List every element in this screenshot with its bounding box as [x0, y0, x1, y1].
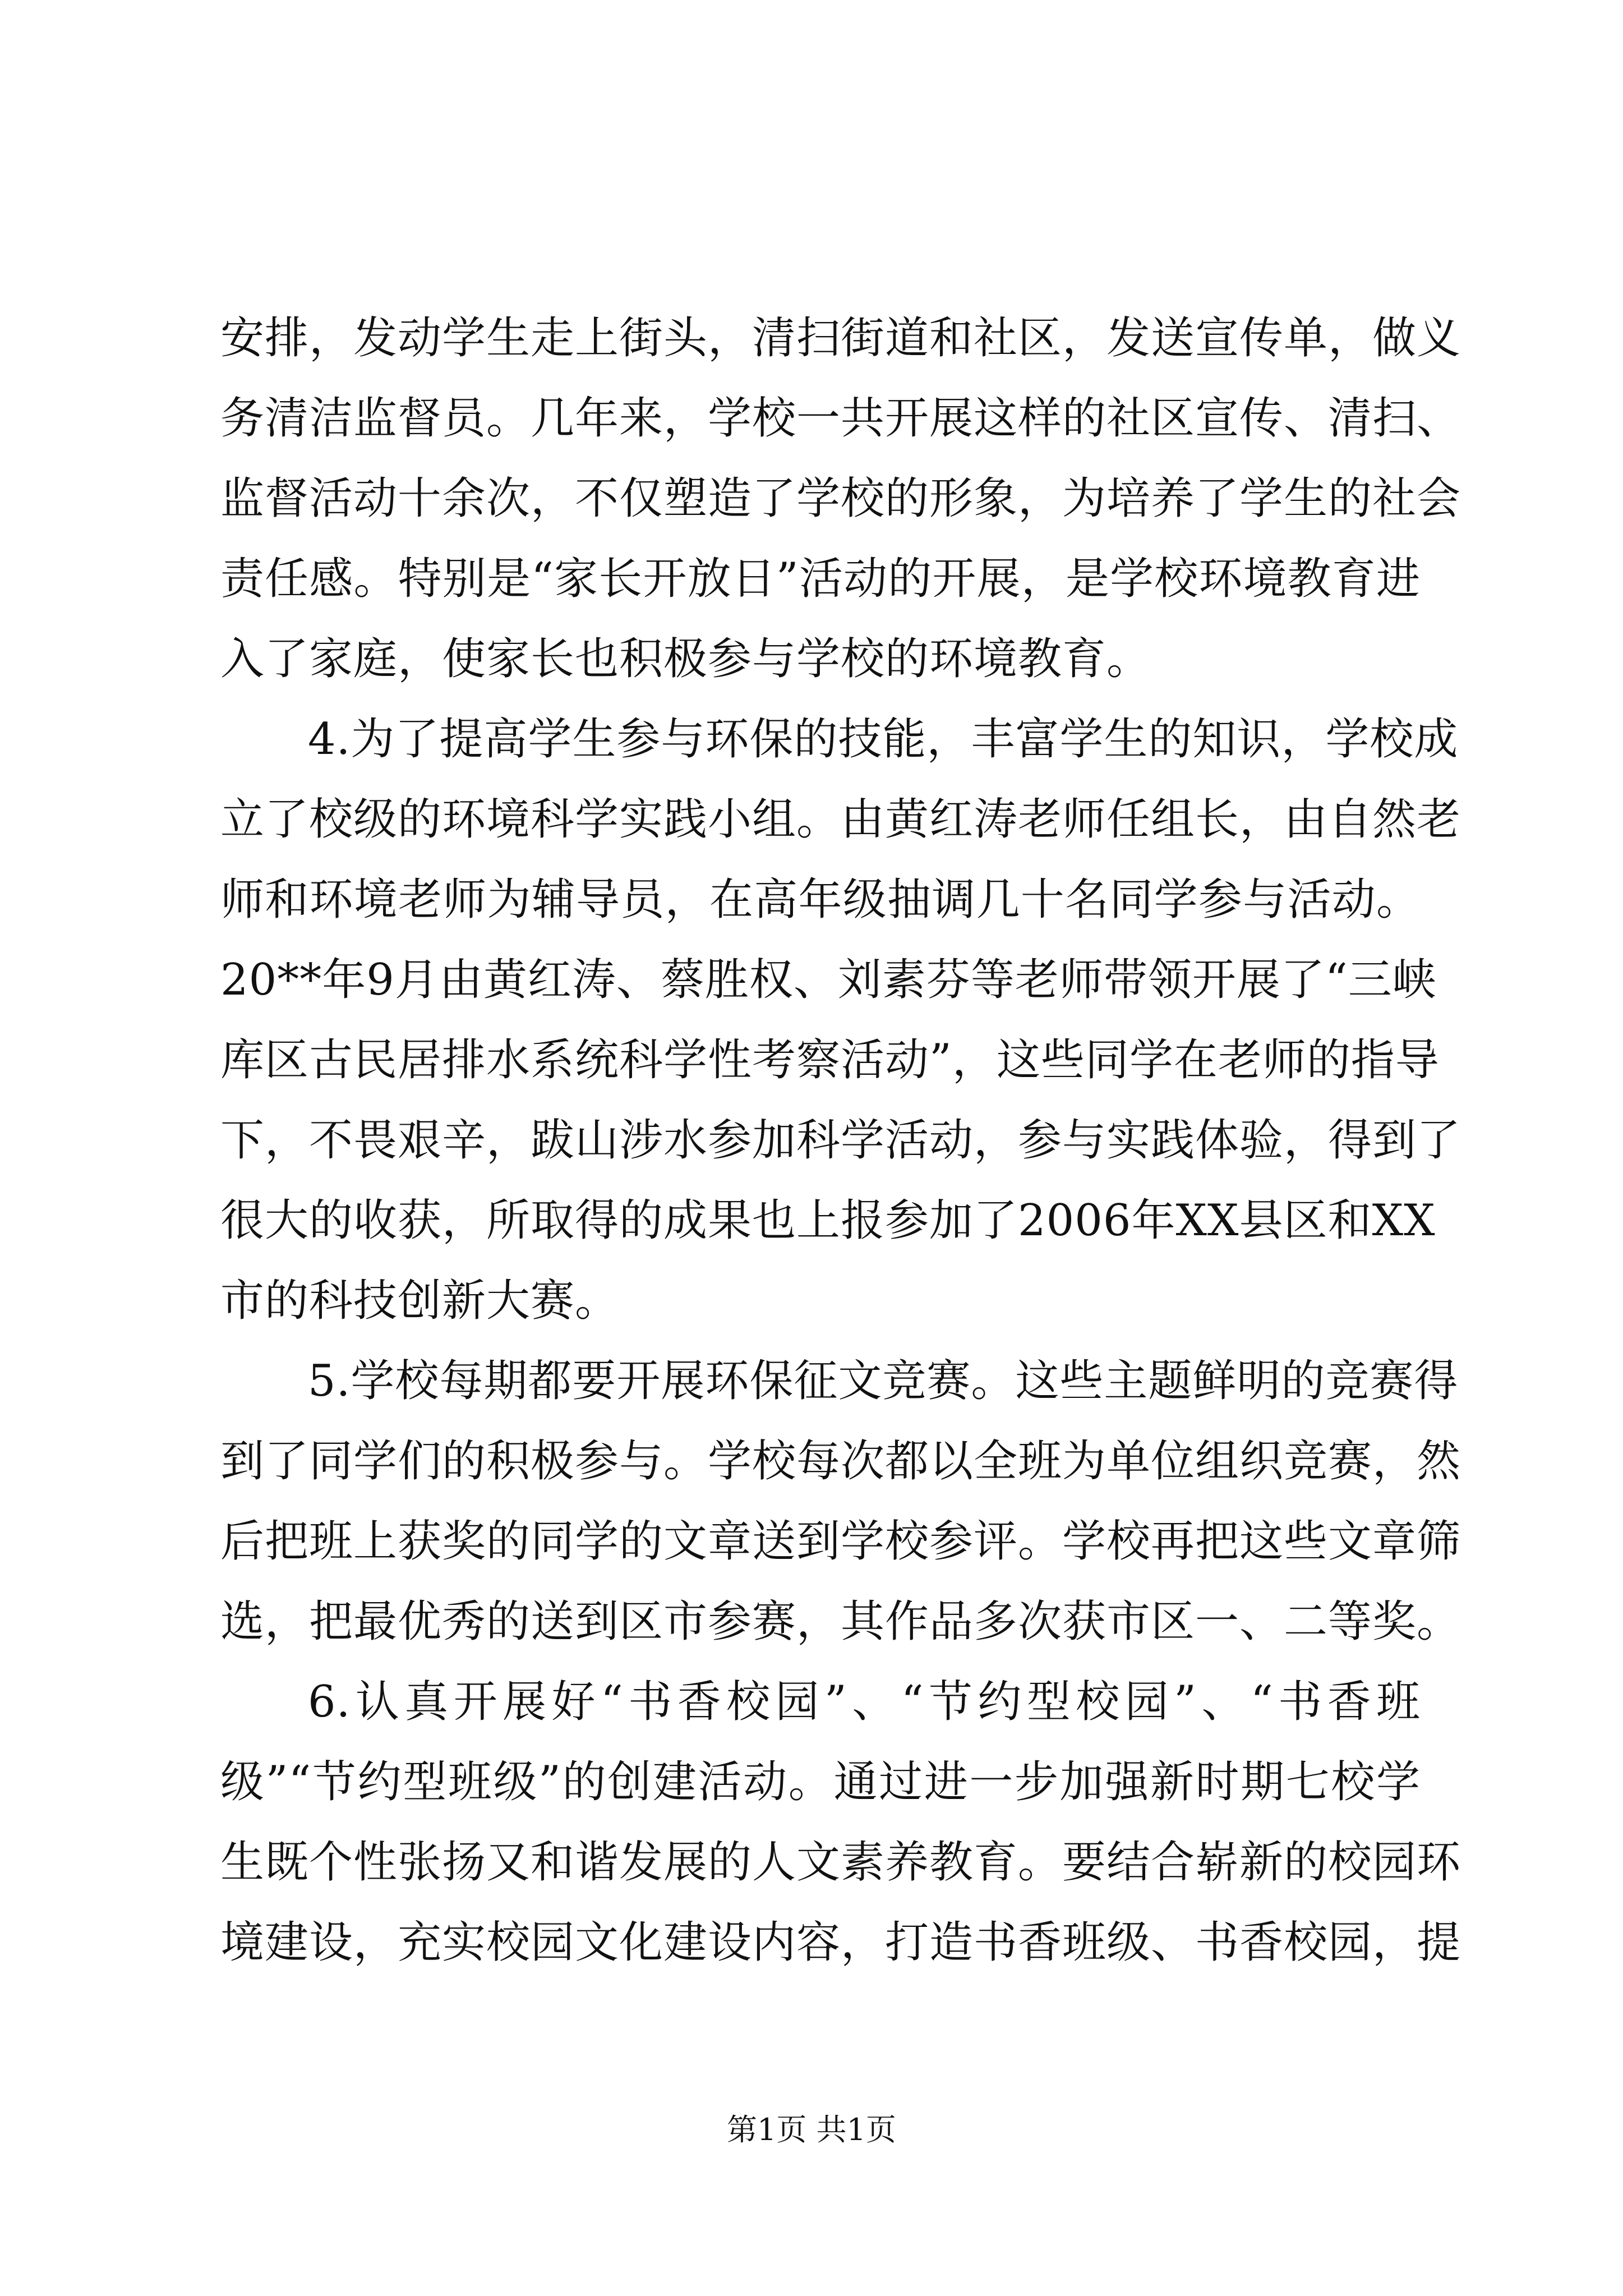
- text-line: 20**年9月由黄红涛、蔡胜权、刘素芬等老师带领开展了“三峡: [220, 955, 1437, 1005]
- text-line: 生既个性张扬又和谐发展的人文素养教育。要结合崭新的校园环: [220, 1837, 1461, 1888]
- text-line: 监督活动十余次，不仅塑造了学校的形象，为培养了学生的社会: [220, 473, 1461, 524]
- text-line: 安排，发动学生走上街头，清扫街道和社区，发送宣传单，做义: [220, 313, 1461, 364]
- text-line: 入了家庭，使家长也积极参与学校的环境教育。: [220, 634, 1151, 684]
- paragraph-4-first-line: 4.为了提高学生参与环保的技能，丰富学生的知识，学校成: [308, 714, 1459, 765]
- text-line: 选，把最优秀的送到区市参赛，其作品多次获市区一、二等奖。: [220, 1596, 1461, 1647]
- text-line: 务清洁监督员。几年来，学校一共开展这样的社区宣传、清扫、: [220, 393, 1461, 444]
- paragraph-6-first-line: 6.认真开展好“书香校园”、“节约型校园”、“书香班: [308, 1677, 1421, 1727]
- text-line: 境建设，充实校园文化建设内容，打造书香班级、书香校园，提: [220, 1917, 1461, 1968]
- text-line: 后把班上获奖的同学的文章送到学校参评。学校再把这些文章筛: [220, 1516, 1461, 1567]
- text-line: 市的科技创新大赛。: [220, 1276, 620, 1326]
- text-line: 责任感。特别是“家长开放日”活动的开展，是学校环境教育进: [220, 554, 1421, 604]
- paragraph-5-first-line: 5.学校每期都要开展环保征文竞赛。这些主题鲜明的竞赛得: [308, 1356, 1459, 1406]
- text-line: 师和环境老师为辅导员，在高年级抽调几十名同学参与活动。: [220, 875, 1421, 925]
- text-line: 立了校级的环境科学实践小组。由黄红涛老师任组长，由自然老: [220, 794, 1461, 845]
- text-line: 库区古民居排水系统科学性考察活动”，这些同学在老师的指导: [220, 1035, 1440, 1085]
- text-line: 级”“节约型班级”的创建活动。通过进一步加强新时期七校学: [220, 1757, 1421, 1807]
- page-number-footer: 第1页 共1页: [727, 2112, 896, 2147]
- text-line: 很大的收获，所取得的成果也上报参加了2006年XX县区和XX: [220, 1195, 1436, 1246]
- document-body: [220, 298, 1461, 1983]
- text-line: 到了同学们的积极参与。学校每次都以全班为单位组织竞赛，然: [220, 1436, 1461, 1487]
- text-line: 下，不畏艰辛，跋山涉水参加科学活动，参与实践体验，得到了: [220, 1115, 1461, 1166]
